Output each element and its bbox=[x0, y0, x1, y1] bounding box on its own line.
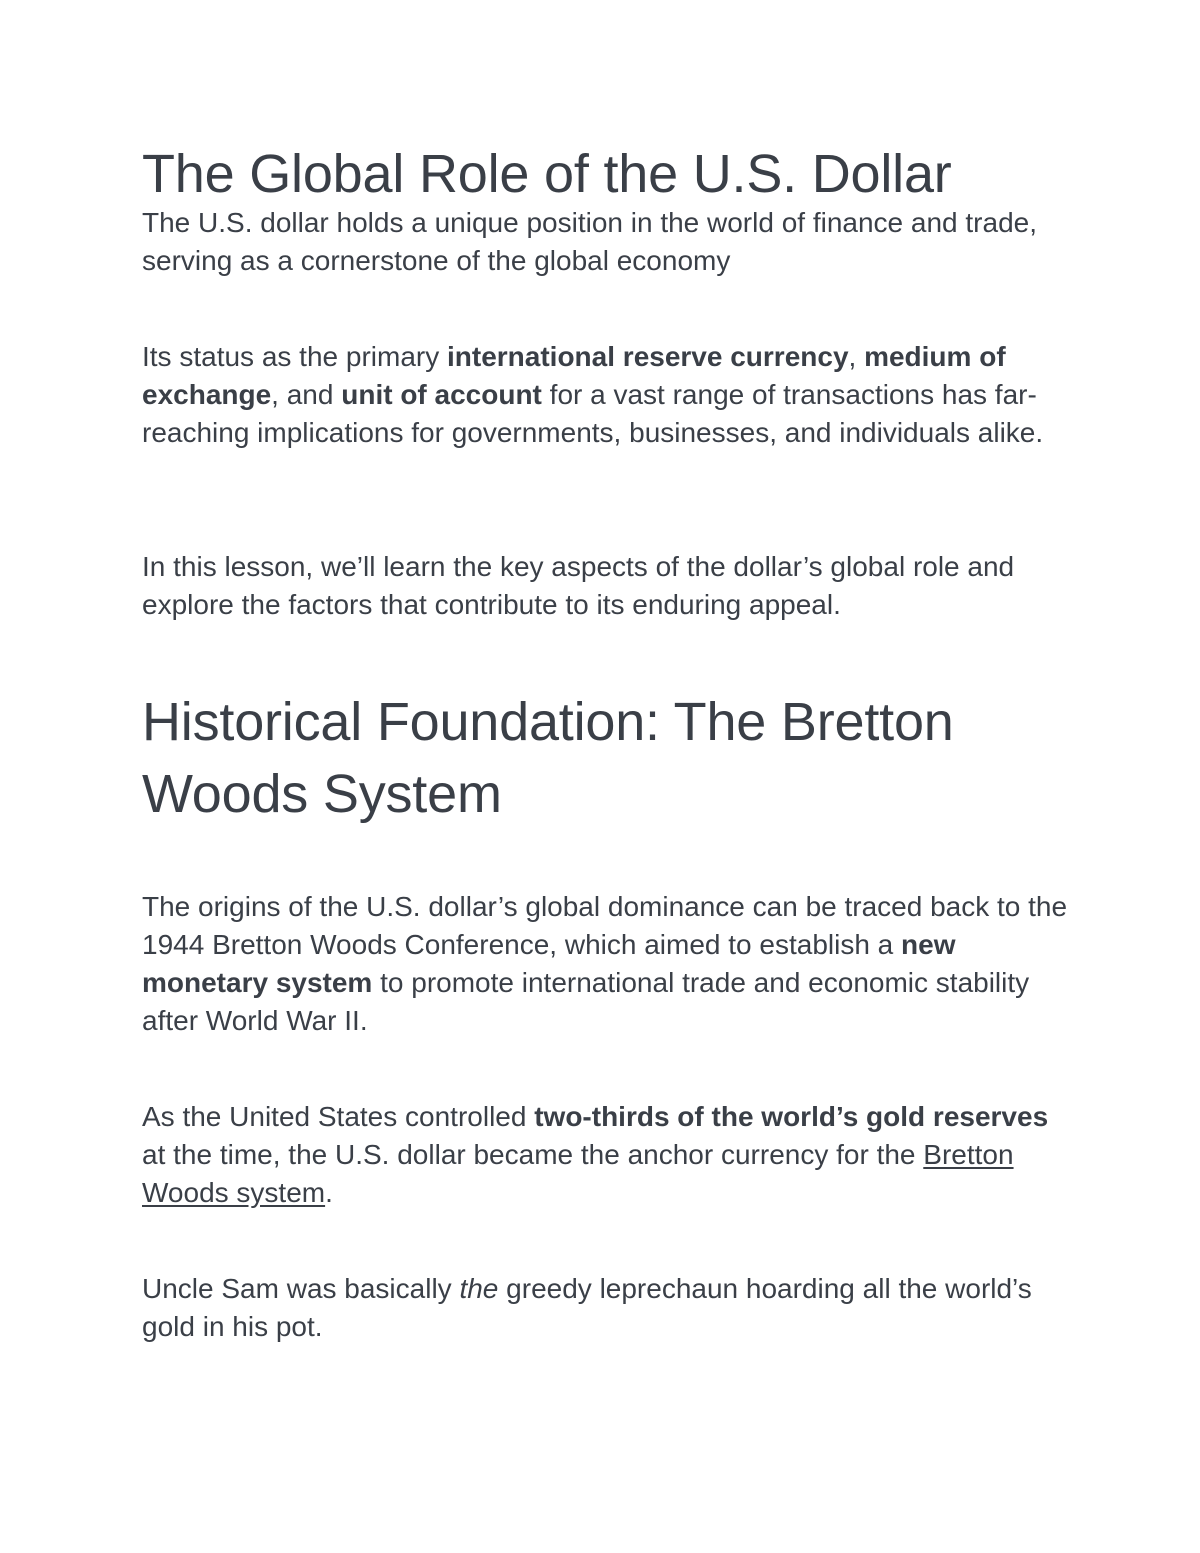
term-reserve-currency: international reserve currency bbox=[447, 341, 849, 372]
uncle-sam-text-2: greedy leprechaun hoarding all the world’s gold in his pot. bbox=[142, 1273, 1032, 1342]
term-new-monetary-system: new monetary system bbox=[142, 929, 956, 998]
bretton-woods-system-link[interactable]: Bretton Woods system bbox=[142, 1139, 1014, 1208]
uncle-sam-text-1: Uncle Sam was basically bbox=[142, 1273, 460, 1304]
section-heading-bretton-woods: Historical Foundation: The Bretton Woods System bbox=[142, 692, 954, 824]
status-text-4: for a vast range of transactions has far-reaching implications for governments, businesses, and individuals alike. bbox=[142, 379, 1044, 448]
origins-paragraph bbox=[142, 888, 1072, 1040]
lesson-paragraph: In this lesson, we’ll learn the key aspects of the dollar’s global role and explore the factors that contribute to its enduring appeal. bbox=[142, 551, 1015, 620]
origins-text-1: The origins of the U.S. dollar’s global dominance can be traced back to the 1944 Bretton Woods Conference, which aimed to establish a bbox=[142, 891, 1068, 960]
term-medium-of-exchange: medium of exchange bbox=[142, 341, 1006, 410]
term-gold-reserves: two-thirds of the world’s gold reserves bbox=[534, 1101, 1049, 1132]
intro-paragraph: The U.S. dollar holds a unique position in the world of finance and trade, serving as a cornerstone of the global economy bbox=[142, 207, 1038, 276]
status-text-2: , bbox=[848, 341, 865, 372]
emphasis-the: the bbox=[459, 1273, 499, 1304]
term-unit-of-account: unit of account bbox=[341, 379, 542, 410]
origins-text-2: to promote international trade and economic stability after World War II. bbox=[142, 967, 1030, 1036]
page-title: The Global Role of the U.S. Dollar bbox=[142, 144, 952, 204]
status-text-1: Its status as the primary bbox=[142, 341, 447, 372]
gold-text-1: As the United States controlled bbox=[142, 1101, 535, 1132]
uncle-sam-paragraph bbox=[142, 1270, 1072, 1346]
gold-paragraph bbox=[142, 1098, 1072, 1212]
status-paragraph bbox=[142, 338, 1072, 452]
gold-text-2: at the time, the U.S. dollar became the anchor currency for the bbox=[142, 1139, 924, 1170]
gold-text-3: . bbox=[325, 1177, 333, 1208]
status-text-3: , and bbox=[271, 379, 342, 410]
